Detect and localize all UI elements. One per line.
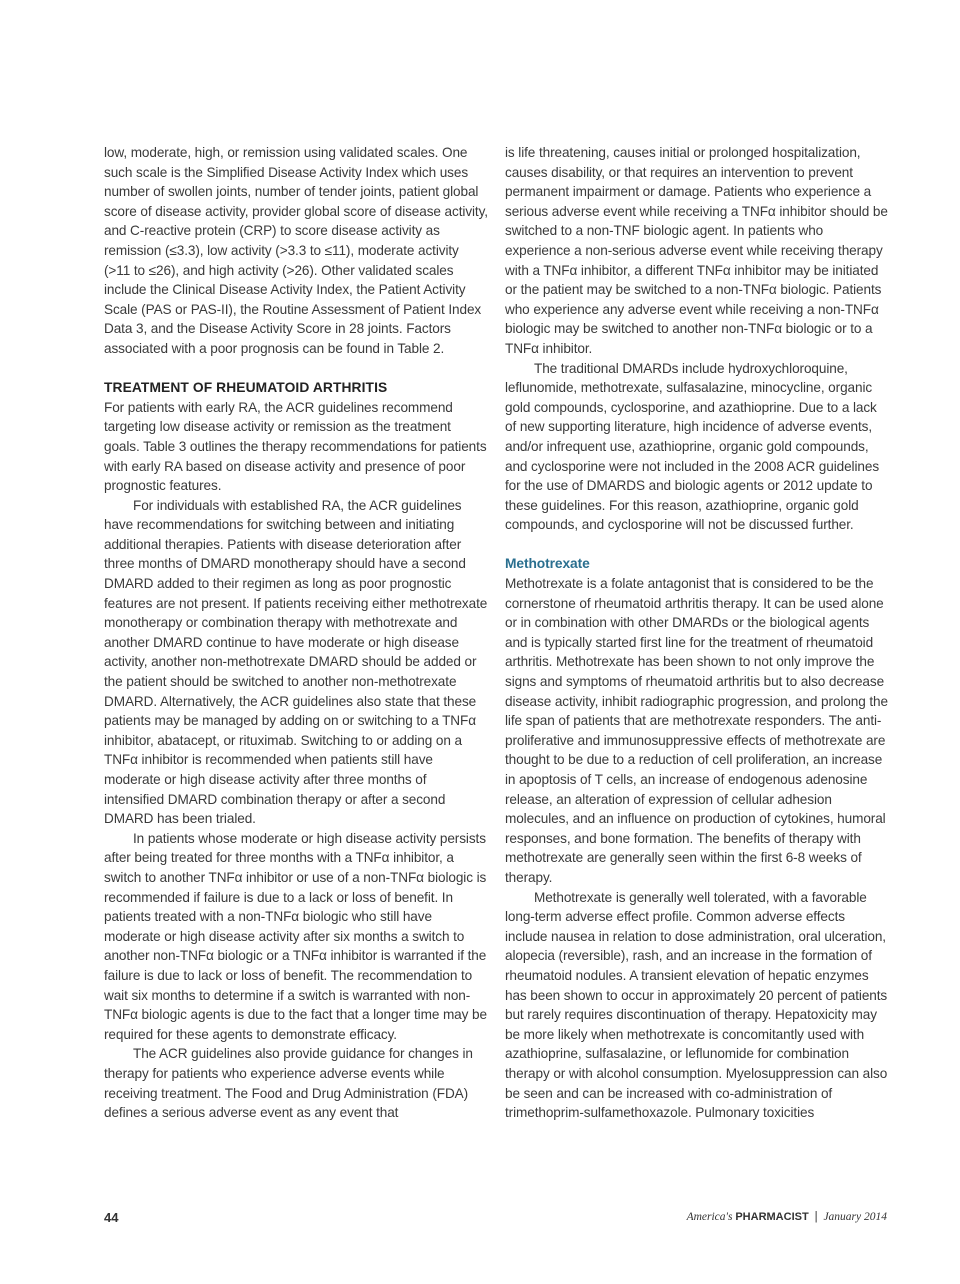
issue-date: January 2014: [823, 1211, 887, 1223]
body-paragraph: The traditional DMARDs include hydroxychloroquine, leflunomide, methotrexate, sulfasalazine, minocycline, organic gold compounds, cyclosporine, and azathioprine. Due to a lack of new supporting literature, high incidence of adverse events, and/or infrequent use, azathioprine, organic gold compounds, and cyclosporine were not included in the 2008 ACR guidelines for the use of DMARDS and biologic agents or 2012 update to these guidelines. For this reason, azathioprine, organic gold compounds, and cyclosporine will not be discussed further.: [505, 360, 880, 533]
body-paragraph: is life threatening, causes initial or prolonged hospitalization, causes disability, or that requires an intervention to prevent permanent impairment or damage. Patients who experience a serious adverse event while receiving a TNFα inhibitor should be switched to a non-TNF biologic agent. In patients who experience a non-serious adverse event while receiving therapy with a TNFα inhibitor, a different TNFα inhibitor may be initiated or the patient may be switched to a non-TNFα biologic. Patients who experience any adverse event while receiving a non-TNFα biologic may be switched to another non-TNFα biologic or to a TNFα inhibitor.: [505, 145, 888, 356]
left-column: [104, 143, 488, 1123]
publication-prefix: America's: [686, 1211, 733, 1223]
right-column: [505, 143, 889, 1123]
publication-name: PHARMACIST: [735, 1211, 809, 1223]
subsection-heading: Methotrexate: [505, 556, 590, 572]
body-paragraph: For patients with early RA, the ACR guidelines recommend targeting low disease activity or remission as the treatment goals. Table 3 outlines the therapy recommendations for patients with early RA based on disease activity and presence of poor prognostic features.: [104, 399, 487, 494]
body-paragraph: Methotrexate is a folate antagonist that is considered to be the cornerstone of rheumatoid arthritis therapy. It can be used alone or in combination with other DMARDs or the biological agents and is typically started first line for the treatment of rheumatoid arthritis. Methotrexate has been shown to not only improve the signs and symptoms of rheumatoid arthritis but to also decrease disease activity, inhibit radiographic progression, and prolong the life span of patients that are methotrexate responders. The anti-proliferative and immunosuppressive effects of methotrexate are thought to be due to a reduction of cell proliferation, an increase in apoptosis of T cells, an increase of endogenous adenosine release, an alteration of expression of cellular adhesion molecules, and an influence on production of cytokines, humoral responses, and bone formation. The benefits of therapy with methotrexate are generally seen within the first 6-8 weeks of therapy.: [505, 576, 888, 885]
body-paragraph: Methotrexate is generally well tolerated, with a favorable long-term adverse effect profile. Common adverse effects include nausea in relation to dose administration, oral ulceration, alopecia (reversible), rash, and an increase in the formation of rheumatoid nodules. A transient elevation of hepatic enzymes has been shown to occur in approximately 20 percent of patients but rarely requires discontinuation of therapy. Hepatoxicity may be more likely when methotrexate is concomitantly used with azathioprine, sulfasalazine, or leflunomide for combination therapy or with alcohol consumption. Myelosuppression can also be seen and can be increased with co-administration of trimethoprim-sulfamethoxazole. Pulmonary toxicities: [505, 889, 888, 1121]
body-paragraph: low, moderate, high, or remission using validated scales. One such scale is the Simplified Disease Activity Index which uses number of swollen joints, number of tender joints, patient global score of disease activity, provider global score of disease activity, and C-reactive protein (CRP) to score disease activity as remission (≤3.3), low activity (>3.3 to ≤11), moderate activity (>11 to ≤26), and high activity (>26). Other validated scales include the Clinical Disease Activity Index, the Patient Activity Scale (PAS or PAS-II), the Routine Assessment of Patient Index Data 3, and the Disease Activity Score in 28 joints. Factors associated with a poor prognosis can be found in Table 2.: [104, 145, 488, 356]
body-paragraph: For individuals with established RA, the ACR guidelines have recommendations for switching between and initiating additional therapies. Patients with disease deterioration after three months of DMARD monotherapy should have a second DMARD added to their regimen as long as poor prognostic features are not present. If patients receiving either methotrexate monotherapy or combination therapy with methotrexate and another DMARD continue to have moderate or high disease activity, another non-methotrexate DMARD should be added or the patient should be switched to another non-methotrexate DMARD. Alternatively, the ACR guidelines also state that these patients may be managed by adding on or switching to a TNFα inhibitor, abatacept, or rituximab. Switching to or adding on a TNFα inhibitor is recommended when patients still have moderate or high disease activity after three months of intensified DMARD combination therapy or after a second DMARD has been trialed.: [104, 497, 488, 827]
body-paragraph: In patients whose moderate or high disease activity persists after being treated for three months with a TNFα inhibitor, a switch to another TNFα inhibitor or use of a non-TNFα biologic is recommended if failure is due to a lack or loss of benefit. In patients treated with a non-TNFα biologic who still have moderate or high disease activity after six months a switch to another non-TNFα biologic or a TNFα inhibitor is warranted if the failure is due to lack or loss of benefit. The recommendation to wait six months to determine if a switch is warranted with non-TNFα biologic agents is due to the fact that a longer time may be required for these agents to demonstrate efficacy.: [104, 830, 487, 1042]
section-heading: TREATMENT OF RHEUMATOID ARTHRITIS: [104, 380, 388, 396]
body-paragraph: The ACR guidelines also provide guidance for changes in therapy for patients who experience adverse events while receiving treatment. The Food and Drug Administration (FDA) defines a serious adverse event as any event that: [104, 1046, 473, 1121]
page-number: 44: [104, 1210, 119, 1225]
footer-separator: |: [814, 1211, 818, 1223]
publication-footer: [687, 1211, 887, 1223]
